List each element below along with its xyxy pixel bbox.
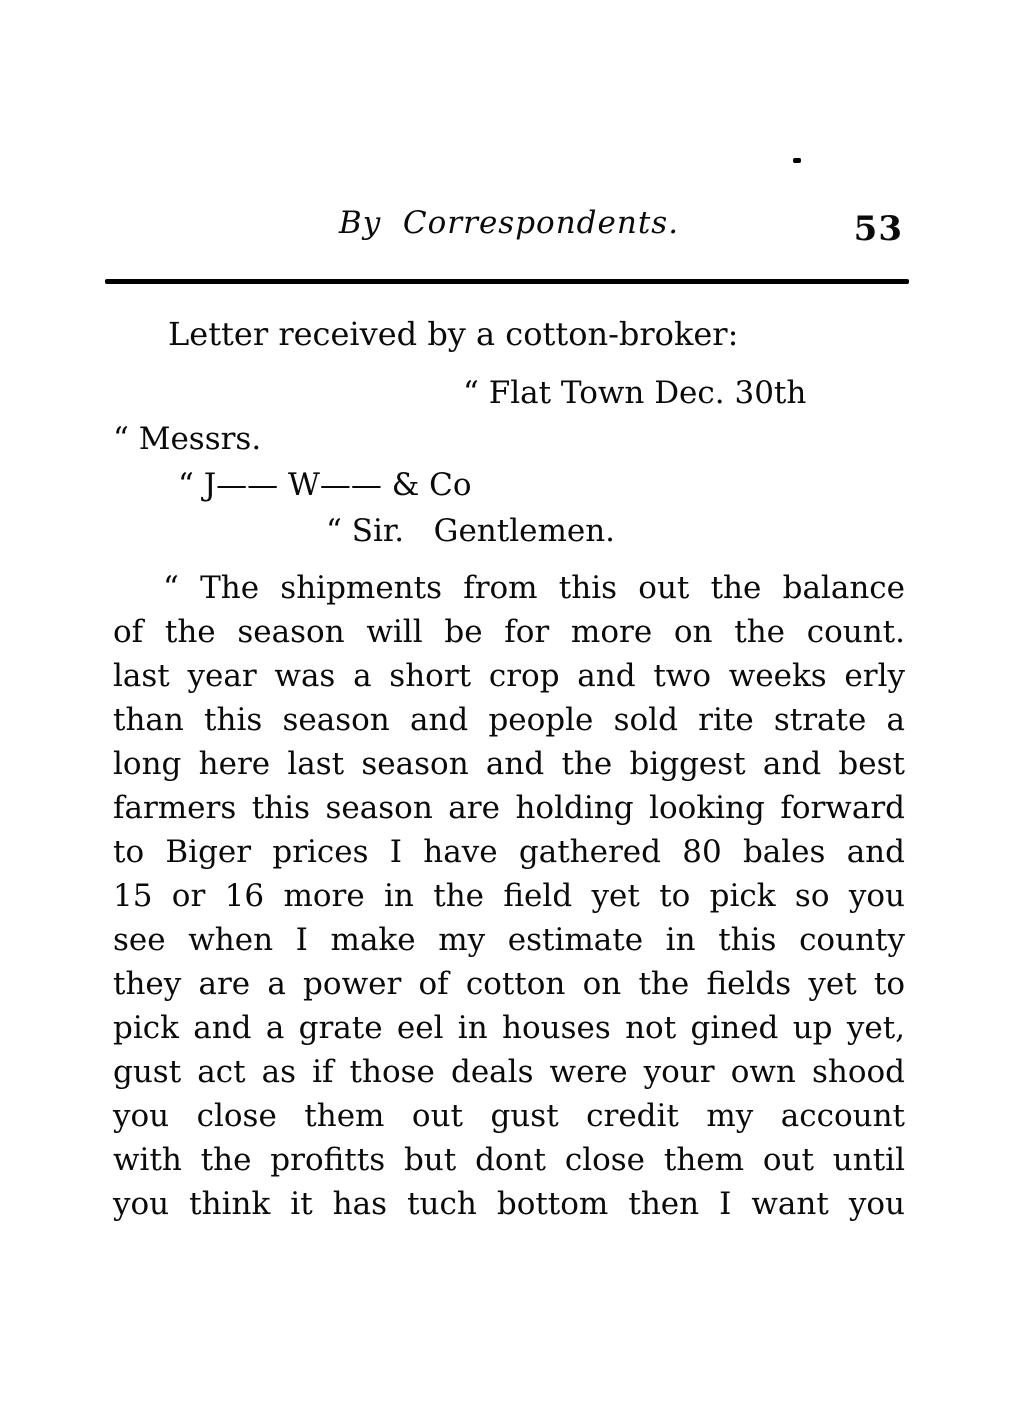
running-head [113,205,905,253]
letter-body-line: pick and a grate eel in houses not gined up yet, [113,1010,905,1046]
letter-body-line: with the profitts but dont close them out until [113,1142,905,1178]
letter-body-line: you close them out gust credit my account [113,1098,905,1134]
letter-body-line: “ The shipments from this out the balance [163,570,905,606]
page-number: 53 [853,209,903,249]
letter-body-line: see when I make my estimate in this county [113,922,905,958]
running-title: By Correspondents. [338,205,680,241]
letter-dateline: “ Flat Town Dec. 30th [463,375,807,411]
letter-body-line: farmers this season are holding looking forward [113,790,905,826]
letter-body-line: 15 or 16 more in the field yet to pick so you [113,878,905,914]
letter-messrs-line: “ Messrs. [113,421,262,457]
letter-salutation-line: “ Sir. Gentlemen. [326,513,616,549]
letter-firm-line: “ J—— W—— & Co [178,467,472,503]
intro-line: Letter received by a cotton-broker: [168,315,739,353]
text-block [113,0,905,1226]
letter-body-line: they are a power of cotton on the fields yet to [113,966,905,1002]
letter-body-line: than this season and people sold rite strate a [113,702,905,738]
letter-body-line: to Biger prices I have gathered 80 bales and [113,834,905,870]
header-divider-rule [105,279,909,284]
letter-body-line: of the season will be for more on the count. [113,614,905,650]
letter-body [113,566,905,1226]
letter-body-line: gust act as if those deals were your own shood [113,1054,905,1090]
letter-body-line: you think it has tuch bottom then I want you [113,1186,905,1222]
letter-body-line: long here last season and the biggest and best [113,746,905,782]
letter-body-line: last year was a short crop and two weeks erly [113,658,905,694]
